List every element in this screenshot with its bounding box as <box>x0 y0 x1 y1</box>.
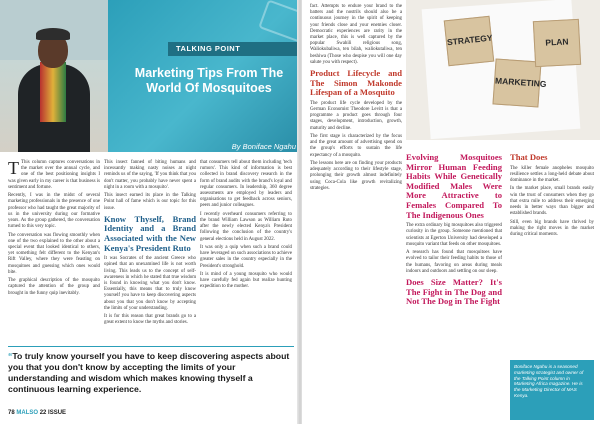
paragraph: It is for this reason that great brands go to a great extent to know the myths and stories. <box>104 314 196 326</box>
decorative-shape <box>258 0 298 43</box>
subheading: Product Lifecycle and The Simon Makonde Lifespan of a Mosquito <box>310 68 402 98</box>
article-byline: By Boniface Ngahu <box>231 142 296 151</box>
pull-quote: “To truly know yourself you have to keep discovering aspects about you that you don't know by accepting the limits of your understanding and wisdom which makes knowing thyself a continuous learning experience. <box>8 346 294 406</box>
paragraph: The killer female anopheles mosquito resilience settles a long-held debate about dominance in the market. <box>510 165 594 183</box>
right-column-3 <box>510 150 594 240</box>
page-footer <box>8 410 66 416</box>
paragraph: T This column captures conversations in the market over the annual cycle, and one of the best positioning insights I was given early in my career is that business is sentiment and fortune. <box>8 158 100 190</box>
paragraph: The first stage is characterized by the focus and the great amount of advertising spend on the group's efforts to sustain the life expectancy of a mosquito. <box>310 134 402 158</box>
issue-label: 22 ISSUE <box>39 410 67 416</box>
paragraph: The product life cycle developed by the German Economist Theodore Levitt is that a programme a product goes through four stages, development, introduction, growth, maturity and decline. <box>310 100 402 131</box>
paragraph: A research has found that mosquitoes have evolved to tailor their feeding habits to those of the humans, favoring on areas during meals indoors and outdoors and settling on our sleep. <box>406 250 502 274</box>
article-banner <box>108 0 298 152</box>
block-marketing: MARKETING <box>492 58 541 107</box>
paragraph: Recently, I was in the midst of several marketing professionals in the presence of one professor who had taught the great majority of us in the university during our formative years. As the group gathered, the conversation turned to this very topic. <box>8 193 100 230</box>
paragraph: In the market place, small brands easily win the trust of consumers when they go that extra mile to address their emerging needs in better ways than bigger and established brands. <box>510 186 594 217</box>
quote-mark: “ <box>8 351 13 361</box>
photo-cap <box>36 28 70 40</box>
left-column-3 <box>200 160 292 293</box>
paragraph: This insect fanned of biting humans and incessantly making nasty noises at night reminds us of the saying, 'If you think that you don't matter, you probably have never spent a night in a room with a mosquito'. <box>104 160 196 190</box>
article-title: Marketing Tips From The World Of Mosquitoes <box>134 66 284 95</box>
left-page <box>0 0 298 424</box>
paragraph: The graphical description of the mosquito captured the attention of the group and brought in the funny quip inevitably. <box>8 278 100 296</box>
paragraph: fact. Attempts to endure your brand to the batters and the nostrils should also be a continuous journey in the spirit of keeping your friends close and your enemies closer. Democratic experiences are rarity in the market place, this is well captured by the popular Swahili religious song, Waliokubaliwa, ten bilah, waliokutaliwa, ten beshiwa (Those who despise you will one day salute you with respect). <box>310 4 402 65</box>
paragraph: This insect earned its place in the Talking Point hall of fame which is our topic for this issue. <box>104 193 196 211</box>
paragraph: I recently overheard consumers referring to the brand William Lawson as William Ruto after the newly elected Kenya's President following the conclusion of the country's general elections held in August 2022. <box>200 211 292 242</box>
section-label: TALKING POINT <box>168 42 298 56</box>
dropcap: T <box>8 158 19 178</box>
right-column-1 <box>310 4 402 194</box>
right-column-2 <box>406 150 502 310</box>
author-bio: Boniface Ngahu is a seasoned marketing strategist and owner of the Talking Point column in Marketing Africa magazine. He is the Marketing Director of MAS Kenya. <box>510 360 594 420</box>
paragraph: that consumers tell about them including 'tech rumors'. This kind of information is best collected in brand discovery research in the form of brand audits with the brand's loyal and regular consumers. In leadership, 360 degree assessments are employed by leaders and organisations to get feedback across seniors, peers and junior colleagues. <box>200 160 292 209</box>
photo-scarf <box>40 62 66 122</box>
block-plan: PLAN <box>533 19 581 67</box>
strategy-blocks-image <box>406 0 600 140</box>
magazine-name: MALSO <box>16 410 39 416</box>
subheading: That Does <box>510 152 548 162</box>
subheading: Does Size Matter? It's The Fight in The Dog and Not The Dog in The Fight <box>406 276 502 307</box>
block-strategy: STRATEGY <box>444 16 495 67</box>
paragraph: It was only a quip when such a brand could have leveraged on such associations to achieve greater sales in the country especially in the President's stronghold. <box>200 245 292 269</box>
author-photo <box>0 0 108 152</box>
paragraph: It is mind of a young mosquito who would have carefully fed again but realize hunting expedition to the mother. <box>200 272 292 290</box>
paragraph: The conversation was flowing smoothly when one of the two explained to the other about a special event that looked identical to others, yet something felt different to the Kenyan's Rift Valley, where they were feasting on mosquitoes and guessing which ones would bite. <box>8 232 100 275</box>
paragraph: Still, even big brands have thrived by making the right moves in the market during critical moments. <box>510 219 594 237</box>
left-column-1 <box>8 160 100 299</box>
subheading: Know Thyself, Brand Identity and a Brand Associated with the New Kenya's President Ruto <box>104 213 196 253</box>
left-column-2 <box>104 160 196 329</box>
paragraph: The extra ordinary big mosquitoes also triggered curiosity in the group. Someone mentioned that scientists at Egerton University had developed a mosquito variant that feeds on other mosquitoes. <box>406 223 502 247</box>
right-page <box>302 0 600 424</box>
paragraph: It was Socrates of the ancient Greece who opined that an unexamined life is not worth living. This leads us to the concept of self-awareness in which he stated that true wisdom is found in knowing what you don't know. Essentially, this means that to truly know yourself you have to keep discovering aspects about you that you don't know by accepting the limits of your understanding. <box>104 256 196 311</box>
subheading: Evolving Mosquitoes Mirror Human Feeding Habits While Genetically Modified Males Were More Attractive to Females Compared To The Indigenous Ones <box>406 152 502 220</box>
page-number: 78 <box>8 410 15 416</box>
paragraph: The lessons here are on finding your products adequately according to their lifestyle stage, prolonging their growth almost indefinitely using Coca-Cola like growth revitalizing strategies. <box>310 161 402 191</box>
